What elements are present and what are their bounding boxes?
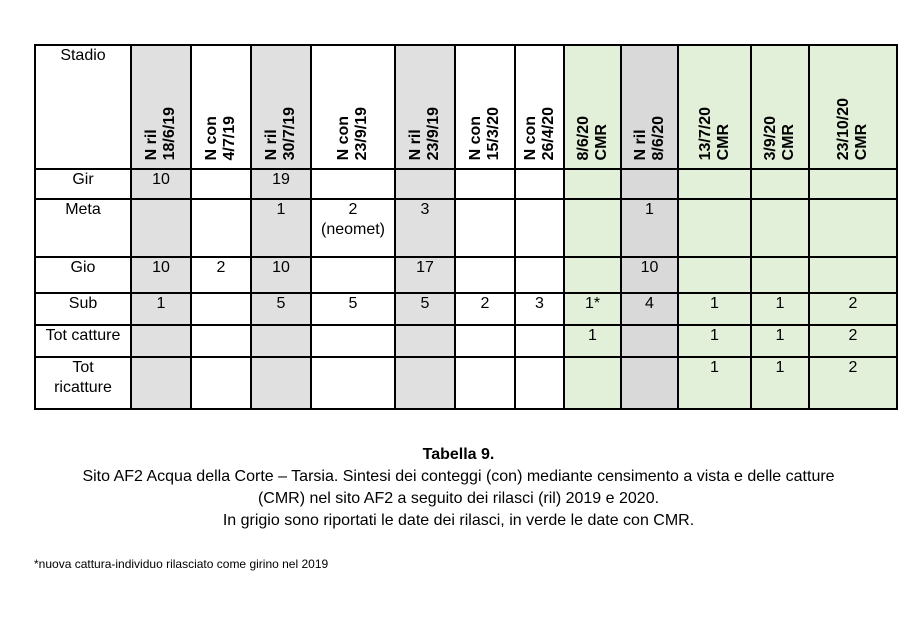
- table-row: [35, 169, 897, 199]
- table-cell: [809, 199, 897, 257]
- table-cell: [621, 325, 678, 357]
- column-header-line-1: 13/7/20: [696, 106, 714, 160]
- row-label: Sub: [35, 293, 131, 325]
- table-row: [35, 199, 897, 257]
- column-header-line-2: 30/7/19: [281, 106, 298, 160]
- row-label: Meta: [35, 199, 131, 257]
- table-cell: 1: [678, 325, 751, 357]
- table-cell: 3: [515, 293, 564, 325]
- column-header-line-2: 15/3/20: [485, 106, 502, 160]
- table-cell: [621, 357, 678, 409]
- column-header: [678, 45, 751, 169]
- table-cell: [515, 169, 564, 199]
- table-cell: [251, 357, 311, 409]
- table-row: [35, 257, 897, 293]
- table-cell: 2: [809, 357, 897, 409]
- table-cell: [311, 169, 395, 199]
- row-label: Gio: [35, 257, 131, 293]
- column-header-line-1: N con: [467, 115, 484, 160]
- table-cell: [678, 169, 751, 199]
- table-cell: 1: [621, 199, 678, 257]
- table-cell: 1: [751, 325, 809, 357]
- column-header-line-2: CMR: [780, 123, 797, 160]
- table-cell: [131, 357, 191, 409]
- table-cell: [455, 257, 515, 293]
- column-header-line-1: 23/10/20: [835, 97, 852, 160]
- table-cell: [621, 169, 678, 199]
- column-header-line-1: N con: [335, 115, 352, 160]
- table-cell: [751, 169, 809, 199]
- column-header-line-1: N ril: [407, 128, 424, 160]
- column-header-line-2: 8/6/20: [649, 115, 667, 160]
- table-cell: [191, 293, 251, 325]
- column-header-line-1: N con: [203, 115, 220, 160]
- table-cell: [751, 199, 809, 257]
- table-cell: [515, 325, 564, 357]
- column-header-line-2: 23/9/19: [353, 106, 370, 160]
- table-cell: [515, 357, 564, 409]
- table-cell: 2: [809, 293, 897, 325]
- row-label: Gir: [35, 169, 131, 199]
- footnote: *nuova cattura-individuo rilasciato come girino nel 2019: [34, 557, 329, 571]
- table-cell: 1: [751, 357, 809, 409]
- table-cell: [251, 325, 311, 357]
- table-cell: 10: [131, 257, 191, 293]
- column-header-line-2: CMR: [714, 123, 732, 160]
- table-cell: [311, 357, 395, 409]
- table-cell: 1: [678, 293, 751, 325]
- table-cell: [191, 169, 251, 199]
- column-header: [395, 45, 455, 169]
- column-header-line-1: N con: [521, 115, 539, 160]
- table-cell: [131, 199, 191, 257]
- table-cell: [564, 169, 621, 199]
- column-header-line-2: CMR: [592, 123, 610, 160]
- column-header: [191, 45, 251, 169]
- column-header-line-1: 3/9/20: [762, 115, 779, 160]
- table-cell: [515, 257, 564, 293]
- table-cell: 3: [395, 199, 455, 257]
- table-cell: [455, 169, 515, 199]
- table-cell: [678, 257, 751, 293]
- column-header-line-2: 23/9/19: [425, 106, 442, 160]
- table-row: [35, 357, 897, 409]
- table-cell: [564, 199, 621, 257]
- table-row: [35, 293, 897, 325]
- column-header: [751, 45, 809, 169]
- header-row: [35, 45, 897, 169]
- table-cell: [455, 357, 515, 409]
- column-header: [251, 45, 311, 169]
- table-cell: 1: [678, 357, 751, 409]
- table-cell: [455, 199, 515, 257]
- table-cell: 2: [455, 293, 515, 325]
- table-cell: [395, 325, 455, 357]
- table-cell: 4: [621, 293, 678, 325]
- table-cell: [455, 325, 515, 357]
- table-cell: 5: [251, 293, 311, 325]
- column-header: [455, 45, 515, 169]
- table-cell: 1: [251, 199, 311, 257]
- column-header-line-1: N ril: [263, 128, 280, 160]
- table-cell: [131, 325, 191, 357]
- row-label: Tot ricatture: [35, 357, 131, 409]
- stadio-header: Stadio: [35, 45, 131, 169]
- caption-line-2: (CMR) nel sito AF2 a seguito dei rilasci (ril) 2019 e 2020.: [257, 490, 660, 507]
- table-cell: [809, 257, 897, 293]
- table-cell: 10: [251, 257, 311, 293]
- table-cell: [311, 325, 395, 357]
- column-header: [515, 45, 564, 169]
- caption-title: Tabella 9.: [422, 446, 495, 463]
- table-cell: [395, 357, 455, 409]
- caption-line-3: In grigio sono riportati le date dei rilasci, in verde le date con CMR.: [222, 512, 695, 529]
- table-cell: 1: [131, 293, 191, 325]
- row-label: Tot catture: [35, 325, 131, 357]
- table-cell: 10: [131, 169, 191, 199]
- column-header: [131, 45, 191, 169]
- column-header: [809, 45, 897, 169]
- column-header-line-2: 4/7/19: [221, 115, 238, 160]
- table-cell: 17: [395, 257, 455, 293]
- table-row: [35, 325, 897, 357]
- table-cell: [515, 199, 564, 257]
- table-cell: 2: [809, 325, 897, 357]
- column-header: [311, 45, 395, 169]
- column-header-line-1: N ril: [631, 128, 649, 160]
- table-cell: 2: [191, 257, 251, 293]
- table-cell: 1: [564, 325, 621, 357]
- column-header: [621, 45, 678, 169]
- table-cell: [191, 325, 251, 357]
- table-cell: 10: [621, 257, 678, 293]
- table-cell: [395, 169, 455, 199]
- column-header: [564, 45, 621, 169]
- data-table: [34, 44, 898, 410]
- table-caption: [0, 444, 917, 532]
- column-header-line-2: 18/6/19: [161, 106, 178, 160]
- table-cell: [678, 199, 751, 257]
- table-cell: [564, 257, 621, 293]
- table-cell: 19: [251, 169, 311, 199]
- caption-line-1: Sito AF2 Acqua della Corte – Tarsia. Sintesi dei conteggi (con) mediante censimento a vista e delle catture: [82, 468, 835, 485]
- table-cell: [191, 199, 251, 257]
- column-header-line-2: 26/4/20: [539, 106, 557, 160]
- table-cell: 5: [395, 293, 455, 325]
- table-cell: 2 (neomet): [311, 199, 395, 257]
- table-cell: 5: [311, 293, 395, 325]
- table-cell: 1: [751, 293, 809, 325]
- column-header-line-1: 8/6/20: [574, 115, 592, 160]
- column-header-line-1: N ril: [143, 128, 160, 160]
- table-cell: [751, 257, 809, 293]
- table-cell: [564, 357, 621, 409]
- table-cell: [311, 257, 395, 293]
- table-cell: 1*: [564, 293, 621, 325]
- table-cell: [191, 357, 251, 409]
- table-cell: [809, 169, 897, 199]
- column-header-line-2: CMR: [853, 123, 870, 160]
